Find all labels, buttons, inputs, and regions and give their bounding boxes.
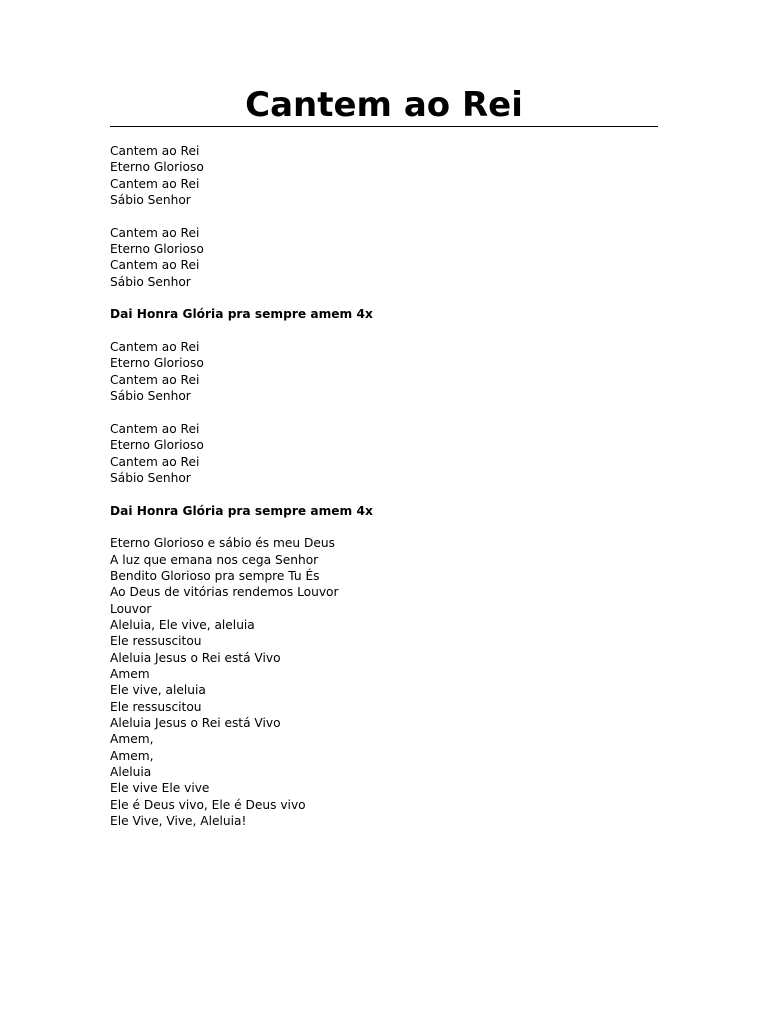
lyric-line: Ele Vive, Vive, Aleluia! <box>110 814 247 829</box>
stanza-break <box>110 290 658 306</box>
lyric-line: Eterno Glorioso <box>110 242 204 257</box>
lyric-line: Cantem ao Rei <box>110 421 200 436</box>
lyric-line: Ao Deus de vitórias rendemos Louvor <box>110 585 339 600</box>
lyric-line: Sábio Senhor <box>110 389 191 404</box>
document-title: Cantem ao Rei <box>245 85 523 125</box>
lyric-line: Cantem ao Rei <box>110 225 200 240</box>
lyric-line: Bendito Glorioso pra sempre Tu És <box>110 568 320 583</box>
lyric-line: Amem, <box>110 732 154 747</box>
lyrics-body <box>110 143 658 829</box>
stanza-break <box>110 405 658 421</box>
lyric-line: Ele ressuscitou <box>110 699 202 714</box>
lyric-line: Eterno Glorioso e sábio és meu Deus <box>110 536 335 551</box>
lyric-line: Cantem ao Rei <box>110 258 200 273</box>
lyric-line: Eterno Glorioso <box>110 438 204 453</box>
stanza-break <box>110 323 658 339</box>
lyric-line: Sábio Senhor <box>110 193 191 208</box>
lyric-line: Amem, <box>110 748 154 763</box>
lyric-line: Cantem ao Rei <box>110 454 200 469</box>
lyric-line: Aleluia Jesus o Rei está Vivo <box>110 716 281 731</box>
lyric-line: Sábio Senhor <box>110 274 191 289</box>
stanza-break <box>110 208 658 224</box>
lyric-line: Louvor <box>110 601 152 616</box>
chorus-line: Dai Honra Glória pra sempre amem 4x <box>110 503 373 518</box>
lyric-line: Ele vive, aleluia <box>110 683 206 698</box>
lyric-line: Cantem ao Rei <box>110 144 200 158</box>
lyric-line: Eterno Glorioso <box>110 160 204 175</box>
lyric-line: Eterno Glorioso <box>110 356 204 371</box>
lyric-line: Aleluia <box>110 765 152 780</box>
stanza-break <box>110 519 658 535</box>
lyric-line: Ele é Deus vivo, Ele é Deus vivo <box>110 797 306 812</box>
lyric-line: Ele ressuscitou <box>110 634 202 649</box>
lyric-line: Ele vive Ele vive <box>110 781 210 796</box>
lyric-line: Sábio Senhor <box>110 470 191 485</box>
chorus-line: Dai Honra Glória pra sempre amem 4x <box>110 307 373 322</box>
lyric-line: Aleluia, Ele vive, aleluia <box>110 617 255 632</box>
lyric-line: Cantem ao Rei <box>110 340 200 355</box>
title-underline <box>110 126 658 127</box>
lyric-line: Cantem ao Rei <box>110 372 200 387</box>
lyric-line: A luz que emana nos cega Senhor <box>110 552 319 567</box>
lyric-line: Aleluia Jesus o Rei está Vivo <box>110 650 281 665</box>
lyric-line: Amem <box>110 667 150 681</box>
lyric-line: Cantem ao Rei <box>110 176 200 191</box>
stanza-break <box>110 486 658 502</box>
